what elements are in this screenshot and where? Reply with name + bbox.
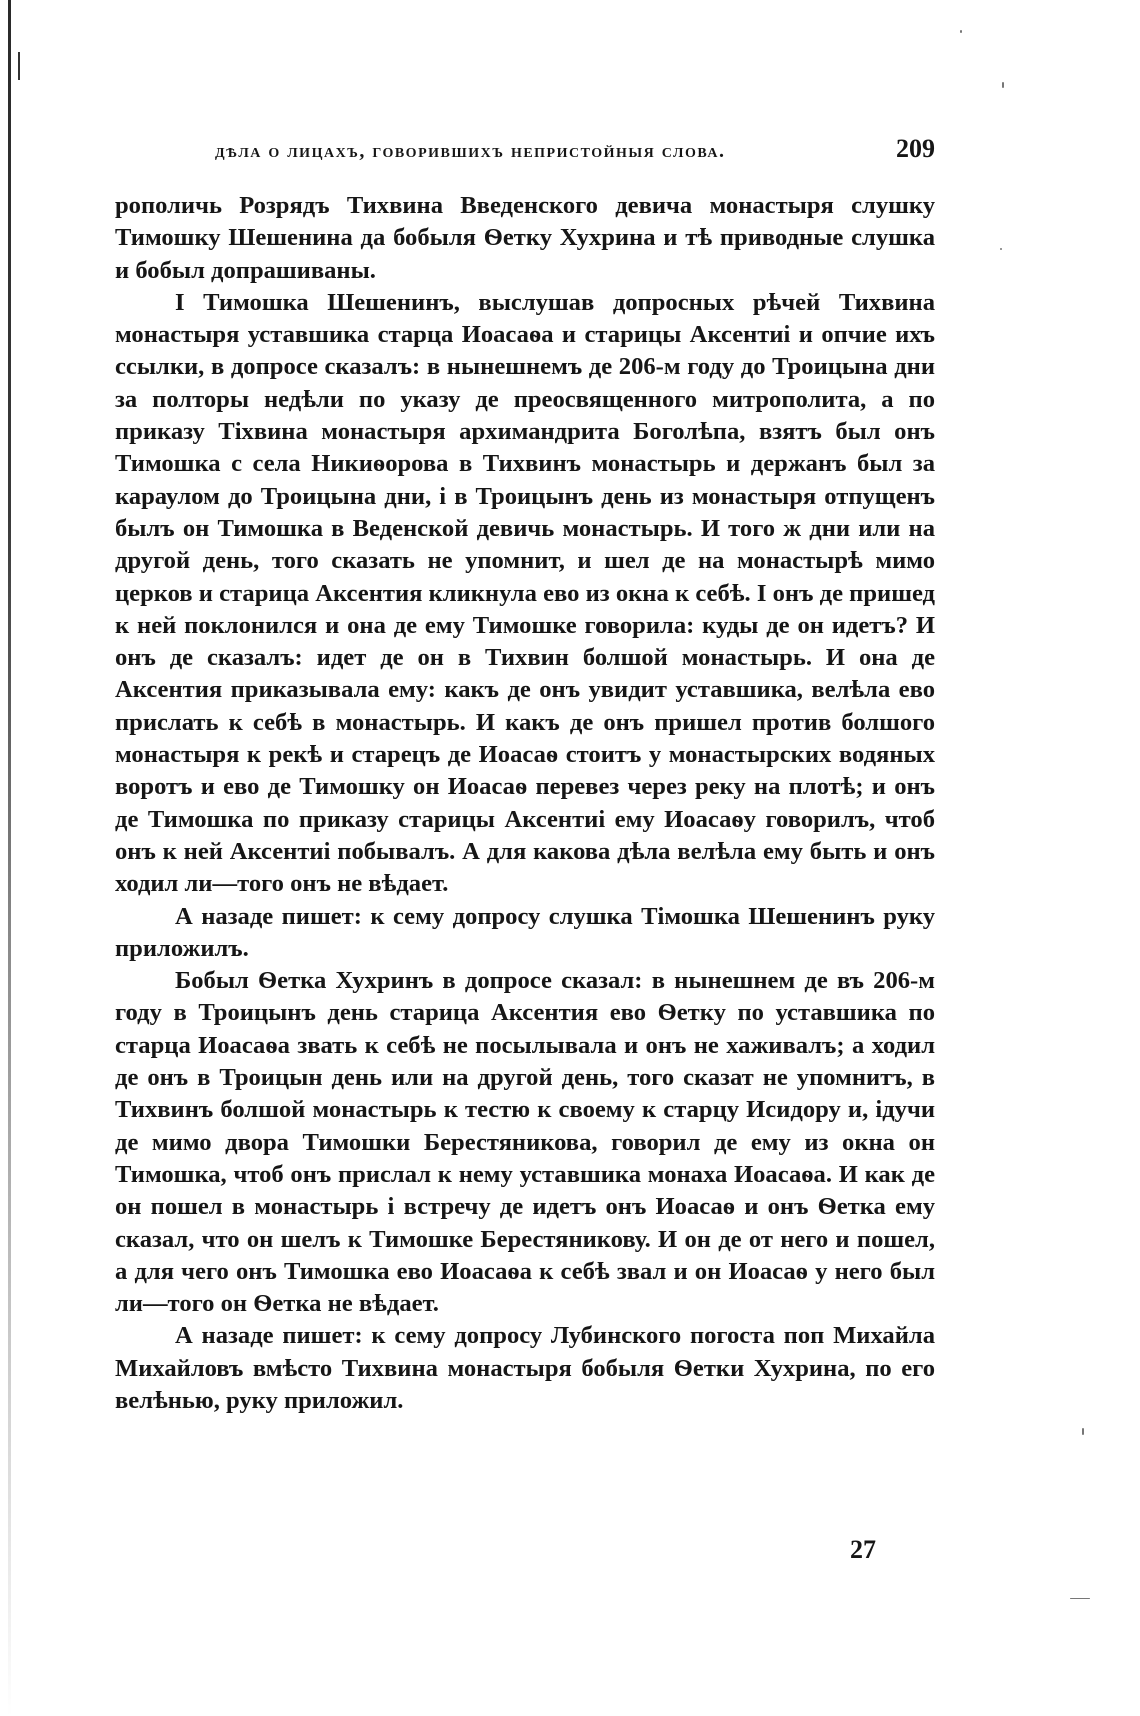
paragraph-3: А назаде пишет: к сему допросу слушка Тімошка Шешенинъ руку приложилъ. [115, 902, 935, 962]
page-header [115, 134, 935, 174]
paragraph-2: І Тимошка Шешенинъ, выслушав допросных рѣчей Тихвина монастыря уставшика старца Иоасаѳа и старицы Аксентиі и опчие ихъ ссылки, в допросе сказалъ: в нынешнемъ де 206-м году до Троицына дни за полторы недѣли по указу де преосвященного митрополита, а по приказу Тіхвина монастыря архимандрита Боголѣпа, взятъ был онъ Тимошка с села Никиѳорова в Тихвинъ монастырь и держанъ был за караулом до Троицына дни, і в Троицынъ день из монастыря отпущенъ былъ он Тимошка в Веденской девичь монастырь. И того ж дни или на другой день, того сказать не упомнит, и шел де на монастырѣ мимо церков и старица Аксентия кликнула ево из окна к себѣ. І онъ де пришед к ней поклонился и она де ему Тимошке говорила: куды де он идетъ? И онъ де сказалъ: идет де он в Тихвин болшой монастырь. И она де Аксентия приказывала ему: какъ де онъ увидит уставшика, велѣла ево прислать к себѣ в монастырь. И какъ де онъ пришел против болшого монастыря к рекѣ и старецъ де Иоасаѳ стоитъ у монастырских водяных воротъ и ево де Тимошку он Иоасаѳ перевез через реку на плотѣ; и онъ де Тимошка по приказу старицы Аксентиі ему Иоасаѳу говорилъ, чтоб онъ к ней Аксентиі побывалъ. А для какова дѣла велѣла ему быть и онъ ходил ли—того онъ не вѣдает. [115, 288, 935, 898]
page-number: 209 [896, 134, 935, 163]
scan-speck [1082, 1428, 1084, 1435]
signature-mark: 27 [850, 1535, 876, 1564]
scan-binding-mark [18, 52, 20, 80]
paragraph-5: А назаде пишет: к сему допросу Лубинского погоста поп Михайла Михайловъ вмѣсто Тихвина монастыря бобыля Ѳетки Хухрина, по его велѣнью, руку приложил. [115, 1322, 935, 1414]
scan-binding-edge [8, 0, 11, 1716]
paragraph-4: Бобыл Ѳетка Хухринъ в допросе сказал: в нынешнем де въ 206-м году в Троицынъ день старица Аксентия ево Ѳетку по уставшика по старца Иоасаѳа звать к себѣ не посылывала и онъ не хаживалъ; а ходил де онъ в Троицын день или на другой день, того сказат не упомнитъ, в Тихвинъ болшой монастырь к тестю к своему к старцу Исидору и, ідучи де мимо двора Тимошки Берестяникова, говорил де ему из окна он Тимошка, чтоб онъ прислал к нему уставшика монаха Иоасаѳа. И как де он пошел в монастырь і встречу де идетъ онъ Иоасаѳ и онъ Ѳетка ему сказал, что он шелъ к Тимошке Берестяникову. И он де от него и пошел, а для чего онъ Тимошка ево Иоасаѳа к себѣ звал и он Иоасаѳ у него был ли—того он Ѳетка не вѣдает. [115, 967, 935, 1318]
running-title: дѣла о лицахъ, говорившихъ непристойныя слова. [215, 140, 726, 162]
paragraph-1: рополичь Розрядъ Тихвина Введенского девича монастыря слушку Тимошку Шешенина да бобыля Ѳетку Хухрина и тѣ приводные слушка и бобыл допрашиваны. [115, 192, 935, 284]
scan-speck [1070, 1598, 1090, 1599]
scan-speck [1000, 248, 1002, 250]
body-text [115, 190, 935, 1417]
scan-speck [960, 30, 962, 33]
scan-speck [1002, 82, 1004, 88]
